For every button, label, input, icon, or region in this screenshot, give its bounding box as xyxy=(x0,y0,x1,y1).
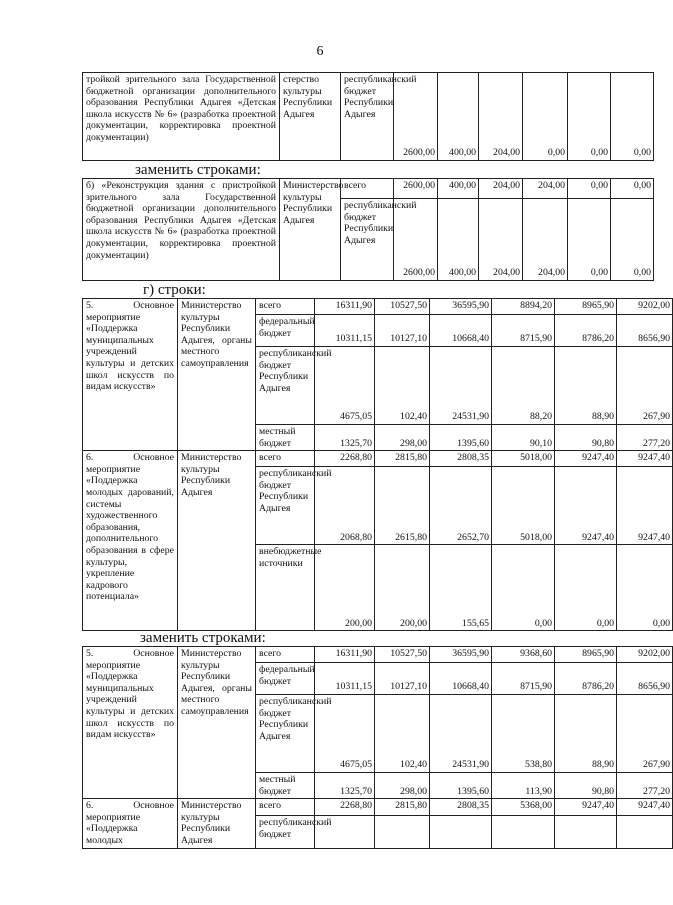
funding-source: всего xyxy=(256,647,315,663)
value-cell: 400,00 xyxy=(438,199,479,281)
table-replacement-b xyxy=(82,178,654,281)
value-cell: 2808,35 xyxy=(430,451,492,467)
value-cell xyxy=(555,816,617,848)
value-cell: 0,00 xyxy=(611,199,654,281)
funding-source: федеральный бюджет xyxy=(256,663,315,695)
measure-description: 6. Основное мероприятие «Поддержка молодых дарований, системы художественного образования, дополнительного образования в сфере культуры, укрепление кадрового потенциала» xyxy=(83,451,178,631)
value-cell: 0,00 xyxy=(611,73,654,161)
value-cell: 8965,90 xyxy=(555,647,617,663)
value-cell: 36595,90 xyxy=(430,299,492,315)
value-cell: 2652,70 xyxy=(430,467,492,545)
value-cell: 10527,50 xyxy=(375,299,430,315)
value-cell: 2268,80 xyxy=(315,799,375,816)
table-rows-g xyxy=(82,298,673,631)
value-cell: 204,00 xyxy=(479,199,523,281)
executor: стерство культуры Республики Адыгея xyxy=(280,73,341,161)
value-cell: 88,90 xyxy=(555,347,617,425)
value-cell: 10527,50 xyxy=(375,647,430,663)
measure-description: б) «Реконструкция здания с пристройкой зрительного зала Государственной бюджетной организации дополнительного образования Республики Адыгея «Детская школа искусств № 6» (разработка проектной документации, корректировка проектной документации) xyxy=(83,179,280,281)
value-cell: 10311,15 xyxy=(315,663,375,695)
value-cell: 5018,00 xyxy=(492,451,555,467)
value-cell: 2600,00 xyxy=(394,179,438,199)
value-cell: 1395,60 xyxy=(430,773,492,799)
value-cell: 0,00 xyxy=(568,179,611,199)
section-heading: г) строки: xyxy=(143,282,206,298)
value-cell: 2815,80 xyxy=(375,451,430,467)
value-cell: 9247,40 xyxy=(617,451,673,467)
value-cell: 10668,40 xyxy=(430,663,492,695)
measure-description: 5. Основное мероприятие «Поддержка муниципальных учреждений культуры и детских школ искусств по видам искусств» xyxy=(83,299,178,451)
value-cell xyxy=(617,816,673,848)
value-cell: 10127,10 xyxy=(375,663,430,695)
value-cell: 5368,00 xyxy=(492,799,555,816)
measure-description: тройкой зрительного зала Государственной бюджетной организации дополнительного образования Республики Адыгея «Детская школа искусств № 6» (разработка проектной документации, корректировка проектной документации) xyxy=(83,73,280,161)
value-cell: 9202,00 xyxy=(617,299,673,315)
value-cell: 538,80 xyxy=(492,695,555,773)
value-cell: 90,80 xyxy=(555,773,617,799)
funding-source: местный бюджет xyxy=(256,425,315,451)
funding-source: республиканский бюджет Республики Адыгея xyxy=(341,199,394,281)
funding-source: всего xyxy=(256,799,315,816)
table-replacement-g xyxy=(82,646,673,849)
value-cell: 16311,90 xyxy=(315,647,375,663)
value-cell: 1325,70 xyxy=(315,773,375,799)
funding-source: республиканский бюджет Республики Адыгея xyxy=(341,73,394,161)
value-cell: 36595,90 xyxy=(430,647,492,663)
value-cell: 277,20 xyxy=(617,425,673,451)
value-cell: 113,90 xyxy=(492,773,555,799)
executor: Министерство культуры Республики Адыгея, органы местного самоуправления xyxy=(178,299,256,451)
value-cell: 267,90 xyxy=(617,347,673,425)
value-cell: 88,20 xyxy=(492,347,555,425)
value-cell: 200,00 xyxy=(315,545,375,631)
value-cell: 2808,35 xyxy=(430,799,492,816)
value-cell: 267,90 xyxy=(617,695,673,773)
value-cell: 2815,80 xyxy=(375,799,430,816)
value-cell: 0,00 xyxy=(492,545,555,631)
value-cell: 0,00 xyxy=(617,545,673,631)
value-cell: 9247,40 xyxy=(555,799,617,816)
value-cell: 204,00 xyxy=(523,179,568,199)
value-cell xyxy=(375,816,430,848)
value-cell: 9247,40 xyxy=(555,467,617,545)
value-cell: 10127,10 xyxy=(375,315,430,347)
measure-description: 6. Основное мероприятие «Поддержка молодых xyxy=(83,799,178,848)
value-cell: 298,00 xyxy=(375,425,430,451)
value-cell: 0,00 xyxy=(523,73,568,161)
value-cell: 8656,90 xyxy=(617,315,673,347)
value-cell: 0,00 xyxy=(555,545,617,631)
value-cell: 24531,90 xyxy=(430,347,492,425)
value-cell: 8715,90 xyxy=(492,663,555,695)
value-cell: 90,80 xyxy=(555,425,617,451)
value-cell: 204,00 xyxy=(479,179,523,199)
value-cell: 102,40 xyxy=(375,695,430,773)
value-cell: 1325,70 xyxy=(315,425,375,451)
funding-source: республиканский бюджет Республики Адыгея xyxy=(256,467,315,545)
executor: Министерство культуры Республики Адыгея xyxy=(178,451,256,631)
value-cell: 8894,20 xyxy=(492,299,555,315)
value-cell: 8965,90 xyxy=(555,299,617,315)
value-cell: 8715,90 xyxy=(492,315,555,347)
funding-source: всего xyxy=(256,299,315,315)
value-cell: 204,00 xyxy=(523,199,568,281)
value-cell: 10668,40 xyxy=(430,315,492,347)
executor: Министерство культуры Республики Адыгея xyxy=(280,179,341,281)
page-number: 6 xyxy=(316,44,324,59)
value-cell: 9368,60 xyxy=(492,647,555,663)
value-cell: 0,00 xyxy=(611,179,654,199)
funding-source: всего xyxy=(341,179,394,199)
value-cell: 102,40 xyxy=(375,347,430,425)
value-cell: 400,00 xyxy=(438,73,479,161)
value-cell: 298,00 xyxy=(375,773,430,799)
value-cell: 204,00 xyxy=(479,73,523,161)
funding-source: федеральный бюджет xyxy=(256,315,315,347)
replace-heading: заменить строками: xyxy=(135,162,261,178)
value-cell: 24531,90 xyxy=(430,695,492,773)
value-cell: 9247,40 xyxy=(617,799,673,816)
value-cell: 8786,20 xyxy=(555,663,617,695)
funding-source: республиканский бюджет xyxy=(256,816,315,848)
value-cell: 1395,60 xyxy=(430,425,492,451)
value-cell xyxy=(430,816,492,848)
replace-heading: заменить строками: xyxy=(140,630,266,646)
value-cell: 2615,80 xyxy=(375,467,430,545)
value-cell: 2268,80 xyxy=(315,451,375,467)
executor: Министерство культуры Республики Адыгея, органы местного самоуправления xyxy=(178,647,256,799)
value-cell: 155,65 xyxy=(430,545,492,631)
value-cell: 4675,05 xyxy=(315,347,375,425)
value-cell: 9247,40 xyxy=(617,467,673,545)
value-cell: 0,00 xyxy=(568,199,611,281)
value-cell: 10311,15 xyxy=(315,315,375,347)
value-cell: 2600,00 xyxy=(394,73,438,161)
value-cell: 5018,00 xyxy=(492,467,555,545)
value-cell: 8786,20 xyxy=(555,315,617,347)
value-cell: 90,10 xyxy=(492,425,555,451)
value-cell: 16311,90 xyxy=(315,299,375,315)
funding-source: внебюджетные источники xyxy=(256,545,315,631)
value-cell: 0,00 xyxy=(568,73,611,161)
funding-source: республиканский бюджет Республики Адыгея xyxy=(256,695,315,773)
value-cell xyxy=(492,816,555,848)
measure-description: 5. Основное мероприятие «Поддержка муниципальных учреждений культуры и детских школ искусств по видам искусств» xyxy=(83,647,178,799)
value-cell: 9202,00 xyxy=(617,647,673,663)
funding-source: всего xyxy=(256,451,315,467)
value-cell: 88,90 xyxy=(555,695,617,773)
funding-source: республиканский бюджет Республики Адыгея xyxy=(256,347,315,425)
value-cell: 8656,90 xyxy=(617,663,673,695)
value-cell: 200,00 xyxy=(375,545,430,631)
value-cell: 9247,40 xyxy=(555,451,617,467)
value-cell: 277,20 xyxy=(617,773,673,799)
value-cell: 4675,05 xyxy=(315,695,375,773)
funding-source: местный бюджет xyxy=(256,773,315,799)
value-cell: 2068,80 xyxy=(315,467,375,545)
value-cell: 400,00 xyxy=(438,179,479,199)
executor: Министерство культуры Республики Адыгея xyxy=(178,799,256,848)
value-cell: 2600,00 xyxy=(394,199,438,281)
table-continued xyxy=(82,72,654,161)
